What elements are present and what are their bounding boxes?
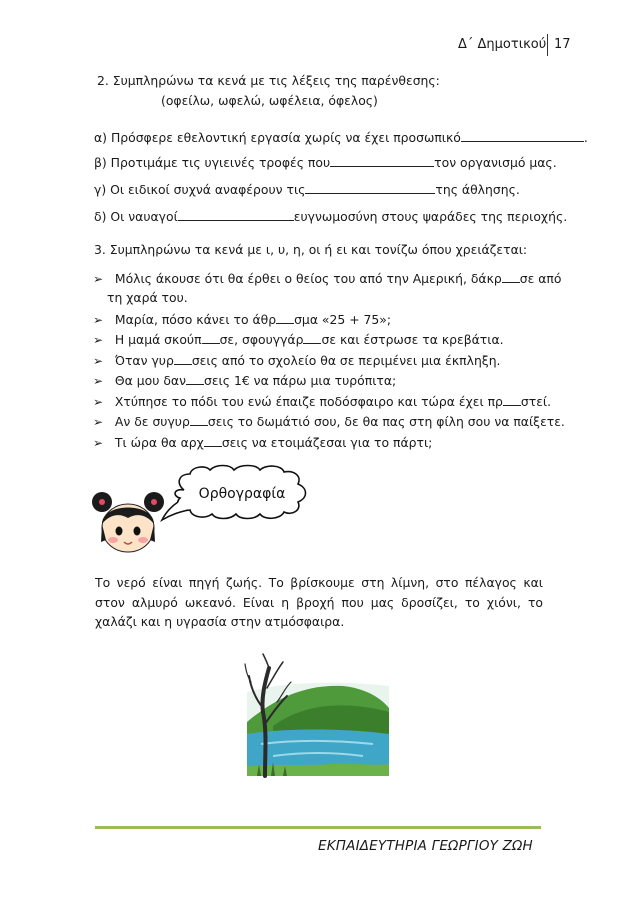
item-text: σε και έστρωσε τα κρεβάτια.: [321, 332, 504, 347]
exercise2-heading: 2. Συμπληρώνω τα κενά με τις λέξεις της παρένθεσης:: [97, 73, 440, 88]
sentence-text: .: [583, 130, 588, 145]
arrow-bullet-icon: ➢: [93, 374, 104, 388]
item-text: σεις από το σχολείο θα σε περιμένει μια έκπληξη.: [191, 353, 501, 368]
fill-blank[interactable]: [305, 182, 435, 194]
item-text: Μόλις άκουσε ότι θα έρθει ο θείος του από την Αμερική, δάκρ: [114, 271, 502, 286]
fill-blank[interactable]: [204, 435, 222, 447]
sentence-text: β) Προτιμάμε τις υγιεινές τροφές που: [94, 155, 331, 170]
exercise3-item: [93, 435, 432, 450]
exercise3-item: [93, 414, 565, 429]
arrow-bullet-icon: ➢: [93, 333, 104, 347]
sentence-text: ευγνωμοσύνη στους ψαράδες της περιοχής.: [293, 209, 568, 224]
exercise2-sentence-b: [94, 155, 557, 170]
page-number: 17: [554, 37, 571, 52]
fill-blank[interactable]: [303, 332, 321, 344]
item-text: σε, σφουγγάρ: [219, 332, 304, 347]
item-text: Αν δε συγυρ: [114, 414, 190, 429]
arrow-bullet-icon: ➢: [93, 436, 104, 450]
item-text: Η μαμά σκούπ: [114, 332, 202, 347]
exercise2-sentence-d: [94, 209, 567, 224]
sentence-text: α) Πρόσφερε εθελοντική εργασία χωρίς να έχει προσωπικό: [94, 130, 461, 145]
water-paragraph: Το νερό είναι πηγή ζωής. Το βρίσκουμε στη λίμνη, στο πέλαγος και στον αλμυρό ωκεανό. Είναι η βροχή που μας δροσίζει, το χιόνι, το χαλάζι και η υγρασία στην ατμόσφαιρα.: [95, 575, 543, 629]
fill-blank[interactable]: [202, 332, 220, 344]
exercise3-item: [93, 271, 561, 286]
lake-landscape-icon: [243, 652, 391, 780]
exercise3-heading: 3. Συμπληρώνω τα κενά με ι, υ, η, οι ή ει και τονίζω όπου χρειάζεται:: [94, 242, 528, 257]
footer-text: ΕΚΠΑΙΔΕΥΤΗΡΙΑ ΓΕΩΡΓΙΟΥ ΖΩΗ: [318, 838, 533, 854]
fill-blank[interactable]: [178, 209, 294, 221]
exercise2-sentence-c: [94, 182, 520, 197]
girl-cartoon-icon: [92, 492, 164, 552]
speech-bubble-text: Ορθογραφία: [198, 486, 286, 502]
exercise3-item-continuation: τη χαρά του.: [107, 290, 188, 305]
item-text: Τι ώρα θα αρχ: [114, 435, 204, 450]
fill-blank[interactable]: [174, 353, 192, 365]
item-text: Θα μου δαν: [114, 373, 186, 388]
exercise2-sentence-a: [94, 130, 588, 145]
header-separator: [547, 34, 548, 56]
exercise2-words: (οφείλω, ωφελώ, ωφέλεια, όφελος): [161, 93, 378, 108]
exercise3-item: [93, 353, 501, 368]
item-text: σεις να ετοιμάζεσαι για το πάρτι;: [221, 435, 433, 450]
exercise3-item: [93, 394, 551, 409]
item-text: σμα «25 + 75»;: [294, 312, 392, 327]
arrow-bullet-icon: ➢: [93, 313, 104, 327]
item-text: Χτύπησε το πόδι του ενώ έπαιζε ποδόσφαιρο και τώρα έχει πρ: [114, 394, 503, 409]
sentence-text: τον οργανισμό μας.: [434, 155, 557, 170]
sentence-text: δ) Οι ναυαγοί: [94, 209, 178, 224]
footer-divider: [95, 826, 541, 829]
arrow-bullet-icon: ➢: [93, 354, 104, 368]
fill-blank[interactable]: [330, 155, 434, 167]
exercise3-item: [93, 312, 391, 327]
fill-blank[interactable]: [502, 271, 520, 283]
fill-blank[interactable]: [186, 373, 204, 385]
item-text: σεις 1€ να πάρω μια τυρόπιτα;: [204, 373, 397, 388]
item-text: στεί.: [520, 394, 552, 409]
fill-blank[interactable]: [503, 394, 521, 406]
item-text: σε από: [519, 271, 562, 286]
sentence-text: της άθλησης.: [435, 182, 520, 197]
item-text: Όταν γυρ: [114, 353, 174, 368]
fill-blank[interactable]: [190, 414, 208, 426]
arrow-bullet-icon: ➢: [93, 415, 104, 429]
exercise3-item: [93, 332, 504, 347]
arrow-bullet-icon: ➢: [93, 272, 104, 286]
orthography-illustration: [88, 462, 338, 562]
arrow-bullet-icon: ➢: [93, 395, 104, 409]
item-text: σεις το δωμάτιό σου, δε θα πας στη φίλη σου να παίξετε.: [207, 414, 565, 429]
fill-blank[interactable]: [461, 130, 584, 142]
exercise3-item: [93, 373, 396, 388]
sentence-text: γ) Οι ειδικοί συχνά αναφέρουν τις: [94, 182, 306, 197]
fill-blank[interactable]: [276, 312, 294, 324]
header-title: Δ΄ Δημοτικού: [458, 37, 547, 52]
item-text: Μαρία, πόσο κάνει το άθρ: [114, 312, 277, 327]
